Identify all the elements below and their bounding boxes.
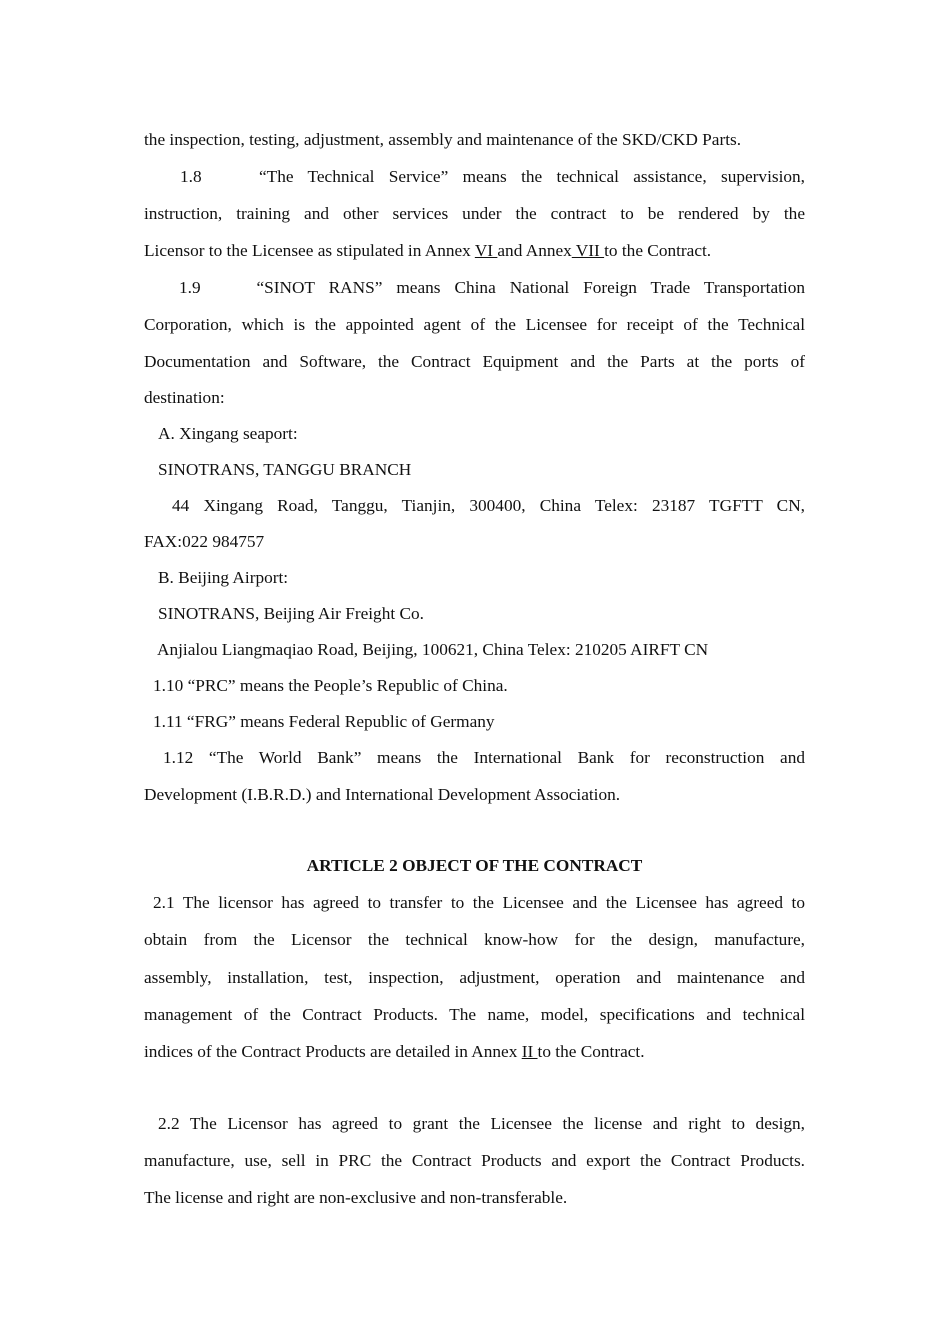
annex-ref: VII xyxy=(571,241,605,261)
clause-1-9-line-3: Documentation and Software, the Contract Equipment and the Parts at the ports of xyxy=(144,351,805,371)
clause-1-9-line-4: destination: xyxy=(144,387,225,407)
address-b-name: SINOTRANS, Beijing Air Freight Co. xyxy=(158,603,424,623)
clause-2-1-line-1: 2.1 The licensor has agreed to transfer to the Licensee and the Licensee has agreed to xyxy=(153,893,805,913)
clause-text: “The Technical Service” means the technical assistance, supervision, xyxy=(258,167,805,186)
contract-page xyxy=(144,122,805,1217)
address-a-name: SINOTRANS, TANGGU BRANCH xyxy=(158,459,412,479)
spacer xyxy=(144,1070,805,1105)
address-a-line-1: 44 Xingang Road, Tanggu, Tianjin, 300400, China Telex: 23187 TGFTT CN, xyxy=(172,495,805,515)
clause-1-12-line-1: 1.12 “The World Bank” means the International Bank for reconstruction and xyxy=(163,747,805,767)
clause-2-2-line-1: 2.2 The Licensor has agreed to grant the Licensee the license and right to design, xyxy=(158,1114,805,1134)
clause-text: “SINOT RANS” means China National Foreign Trade Transportation xyxy=(256,277,805,297)
clause-1-8-line-3: Licensor to the Licensee as stipulated in Annex VI and Annex VII to the Contract. xyxy=(144,241,712,261)
clause-2-2-line-2: manufacture, use, sell in PRC the Contract Products and export the Contract Products. xyxy=(144,1151,805,1171)
clause-2-1-line-2: obtain from the Licensor the technical know-how for the design, manufacture, xyxy=(144,930,805,950)
clause-1-12-line-2: Development (I.B.R.D.) and International Development Association. xyxy=(144,784,621,804)
clause-number: 1.8 xyxy=(180,167,202,186)
address-a-line-2: FAX:022 984757 xyxy=(144,531,265,551)
clause-1-9-line-2: Corporation, which is the appointed agent of the Licensee for receipt of the Technical xyxy=(144,314,805,334)
clause-number: 1.9 xyxy=(179,277,201,297)
address-b-line-1: Anjialou Liangmaqiao Road, Beijing, 100621, China Telex: 210205 AIRFT CN xyxy=(157,639,709,659)
clause-1-8-line-1 xyxy=(144,158,805,195)
spacer xyxy=(144,813,805,848)
clause-1-10: 1.10 “PRC” means the People’s Republic of China. xyxy=(153,675,508,695)
clause-1-9-line-1 xyxy=(144,270,805,306)
address-a-label: A. Xingang seaport: xyxy=(158,423,298,443)
clause-1-7-tail: the inspection, testing, adjustment, assembly and maintenance of the SKD/CKD Parts. xyxy=(144,130,742,149)
address-b-label: B. Beijing Airport: xyxy=(158,567,289,587)
annex-ref: II xyxy=(521,1041,538,1061)
clause-1-11: 1.11 “FRG” means Federal Republic of Germany xyxy=(153,711,495,731)
clause-2-2-line-3: The license and right are non-exclusive and non-transferable. xyxy=(144,1188,568,1208)
annex-ref: VI xyxy=(474,241,498,261)
clause-2-1-line-4: management of the Contract Products. The name, model, specifications and technical xyxy=(144,1004,805,1024)
clause-2-1-line-5: indices of the Contract Products are detailed in Annex II to the Contract. xyxy=(144,1041,645,1061)
clause-2-1-line-3: assembly, installation, test, inspection, adjustment, operation and maintenance and xyxy=(144,967,805,987)
clause-1-8-line-2: instruction, training and other services under the contract to be rendered by the xyxy=(144,204,805,224)
article-2-heading: ARTICLE 2 OBJECT OF THE CONTRACT xyxy=(306,856,643,876)
